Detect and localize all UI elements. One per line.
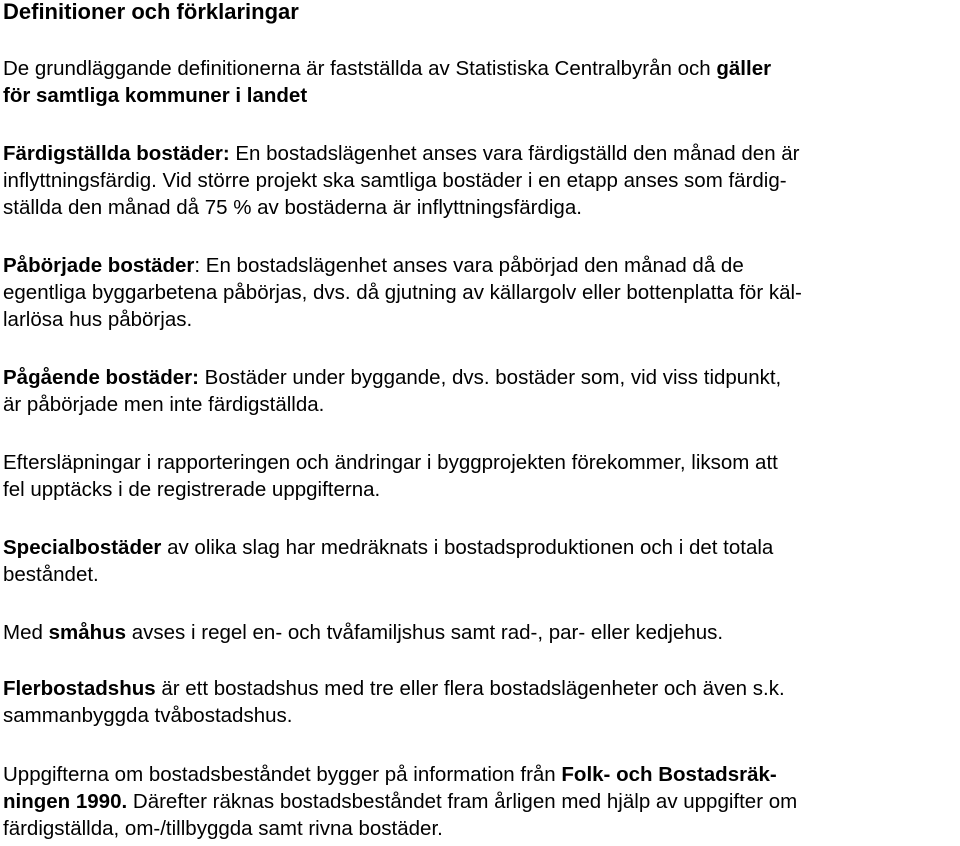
- page-title: Definitioner och förklaringar: [3, 0, 299, 24]
- text-line: [3, 449, 778, 476]
- text-line: [3, 534, 773, 561]
- text-segment: är ett bostadshus med tre eller flera bostadslägenheter och även s.k.: [155, 677, 785, 700]
- text-segment: Därefter räknas bostadsbeståndet fram årligen med hjälp av uppgifter om: [127, 790, 798, 813]
- bold-term: gäller: [716, 57, 772, 80]
- paragraph-specialbostader: [3, 534, 773, 588]
- text-line: [3, 476, 778, 503]
- text-segment: Bostäder under byggande, dvs. bostäder som, vid viss tidpunkt,: [198, 366, 782, 389]
- text-segment: egentliga byggarbetena påbörjas, dvs. då gjutning av källargolv eller bottenplatta för käl-: [3, 281, 802, 304]
- text-segment: sammanbyggda tvåbostadshus.: [3, 704, 293, 727]
- paragraph-pagaende: [3, 364, 781, 418]
- bold-term: ningen 1990.: [3, 790, 128, 813]
- bold-term: Specialbostäder: [3, 536, 162, 559]
- text-segment: ställda den månad då 75 % av bostäderna är inflyttningsfärdiga.: [3, 196, 582, 219]
- bold-term: Flerbostadshus: [3, 677, 156, 700]
- bold-term: Färdigställda bostäder:: [3, 142, 230, 165]
- text-segment: Eftersläpningar i rapporteringen och ändringar i byggprojekten förekommer, liksom att: [3, 451, 778, 474]
- text-segment: beståndet.: [3, 563, 99, 586]
- paragraph-flerbostadshus: [3, 675, 785, 729]
- text-segment: Uppgifterna om bostadsbeståndet bygger på information från: [3, 763, 562, 786]
- text-line: [3, 561, 773, 588]
- text-segment: avses i regel en- och tvåfamiljshus samt rad-, par- eller kedjehus.: [126, 621, 724, 644]
- text-line: [3, 306, 802, 333]
- text-line: [3, 252, 802, 279]
- bold-term: Pågående bostäder:: [3, 366, 199, 389]
- text-line: [3, 167, 800, 194]
- text-line: [3, 391, 781, 418]
- text-line: [3, 279, 802, 306]
- text-line: [3, 619, 723, 646]
- paragraph-eftersläpningar: [3, 449, 778, 503]
- bold-term: småhus: [48, 621, 127, 644]
- text-segment: av olika slag har medräknats i bostadsproduktionen och i det totala: [161, 536, 774, 559]
- paragraph-scb-definitions: [3, 55, 771, 109]
- text-line: [3, 82, 771, 109]
- paragraph-smahus: [3, 619, 723, 646]
- text-segment: är påbörjade men inte färdigställda.: [3, 393, 325, 416]
- text-line: [3, 140, 800, 167]
- bold-term: för samtliga kommuner i landet: [3, 84, 308, 107]
- text-segment: : En bostadslägenhet anses vara påbörjad den månad då de: [194, 254, 744, 277]
- paragraph-paborjade: [3, 252, 802, 333]
- text-line: [3, 194, 800, 221]
- text-segment: En bostadslägenhet anses vara färdigställd den månad den är: [229, 142, 800, 165]
- text-line: [3, 702, 785, 729]
- text-line: [3, 788, 797, 815]
- text-segment: De grundläggande definitionerna är fastställda av Statistiska Centralbyrån och: [3, 57, 717, 80]
- bold-term: Folk- och Bostadsräk-: [561, 763, 777, 786]
- text-line: [3, 815, 797, 842]
- paragraph-fardigstallda: [3, 140, 800, 221]
- text-segment: Med: [3, 621, 49, 644]
- text-segment: fel upptäcks i de registrerade uppgifterna.: [3, 478, 381, 501]
- bold-term: Påbörjade bostäder: [3, 254, 195, 277]
- text-segment: larlösa hus påbörjas.: [3, 308, 193, 331]
- text-line: [3, 761, 797, 788]
- text-line: [3, 675, 785, 702]
- paragraph-bostadsbestandet: [3, 761, 797, 842]
- text-line: [3, 364, 781, 391]
- text-line: [3, 55, 771, 82]
- text-segment: inflyttningsfärdig. Vid större projekt ska samtliga bostäder i en etapp anses som färdig-: [3, 169, 787, 192]
- text-segment: färdigställda, om-/tillbyggda samt rivna bostäder.: [3, 817, 443, 840]
